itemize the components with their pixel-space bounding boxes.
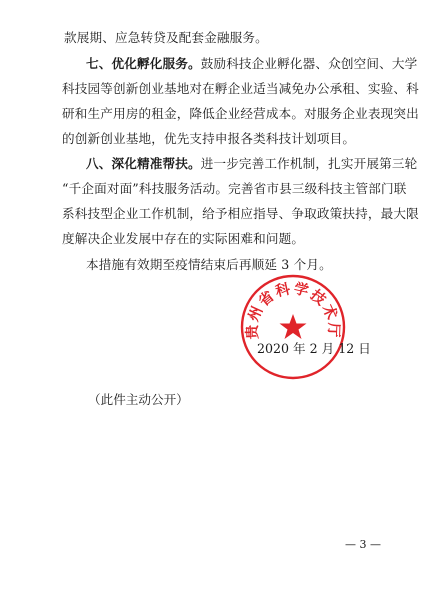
body-line-7 (62, 181, 407, 197)
body-line-5 (62, 131, 355, 147)
body-line-3 (62, 81, 419, 97)
page-number: — 3 — (345, 538, 381, 551)
line-text: 科技园等创新创业基地对在孵企业适当减免办公承租、实验、科 (62, 81, 419, 96)
section-eight-heading-line (86, 156, 417, 172)
body-line-8 (62, 206, 419, 222)
line-text: 研和生产用房的租金，降低企业经营成本。对服务企业表现突出 (62, 106, 419, 121)
section-eight-heading: 八、深化精准帮扶。 (86, 156, 201, 171)
line-text: 系科技型企业工作机制，给予相应指导、争取政策扶持，最大限 (62, 206, 419, 221)
line-text: 度解决企业发展中存在的实际困难和问题。 (62, 231, 305, 246)
line-text: 款展期、应急转贷及配套金融服务。 (64, 30, 268, 45)
public-notice: （此件主动公开） (88, 392, 189, 407)
line-text: “千企面对面”科技服务活动。完善省市县三级科技主管部门联 (62, 181, 407, 196)
validity-line (86, 257, 332, 273)
seal-text: 贵州省科学技术厅 (243, 279, 343, 340)
line-text: 进一步完善工作机制，扎实开展第三轮 (200, 156, 418, 171)
seal-star-icon (280, 314, 307, 339)
body-line-4 (62, 106, 419, 122)
section-seven-heading-line (86, 56, 417, 72)
line-text: 本措施有效期至疫情结束后再顺延 3 个月。 (86, 257, 332, 272)
issue-date: 2020 年 2 月 12 日 (257, 341, 371, 356)
body-line-1 (64, 30, 268, 46)
line-text: 鼓励科技企业孵化器、众创空间、大学 (200, 56, 418, 71)
official-seal-icon (238, 272, 348, 382)
line-text: 的创新创业基地，优先支持申报各类科技计划项目。 (62, 131, 356, 146)
body-line-9 (62, 231, 304, 247)
section-seven-heading: 七、优化孵化服务。 (86, 56, 201, 71)
